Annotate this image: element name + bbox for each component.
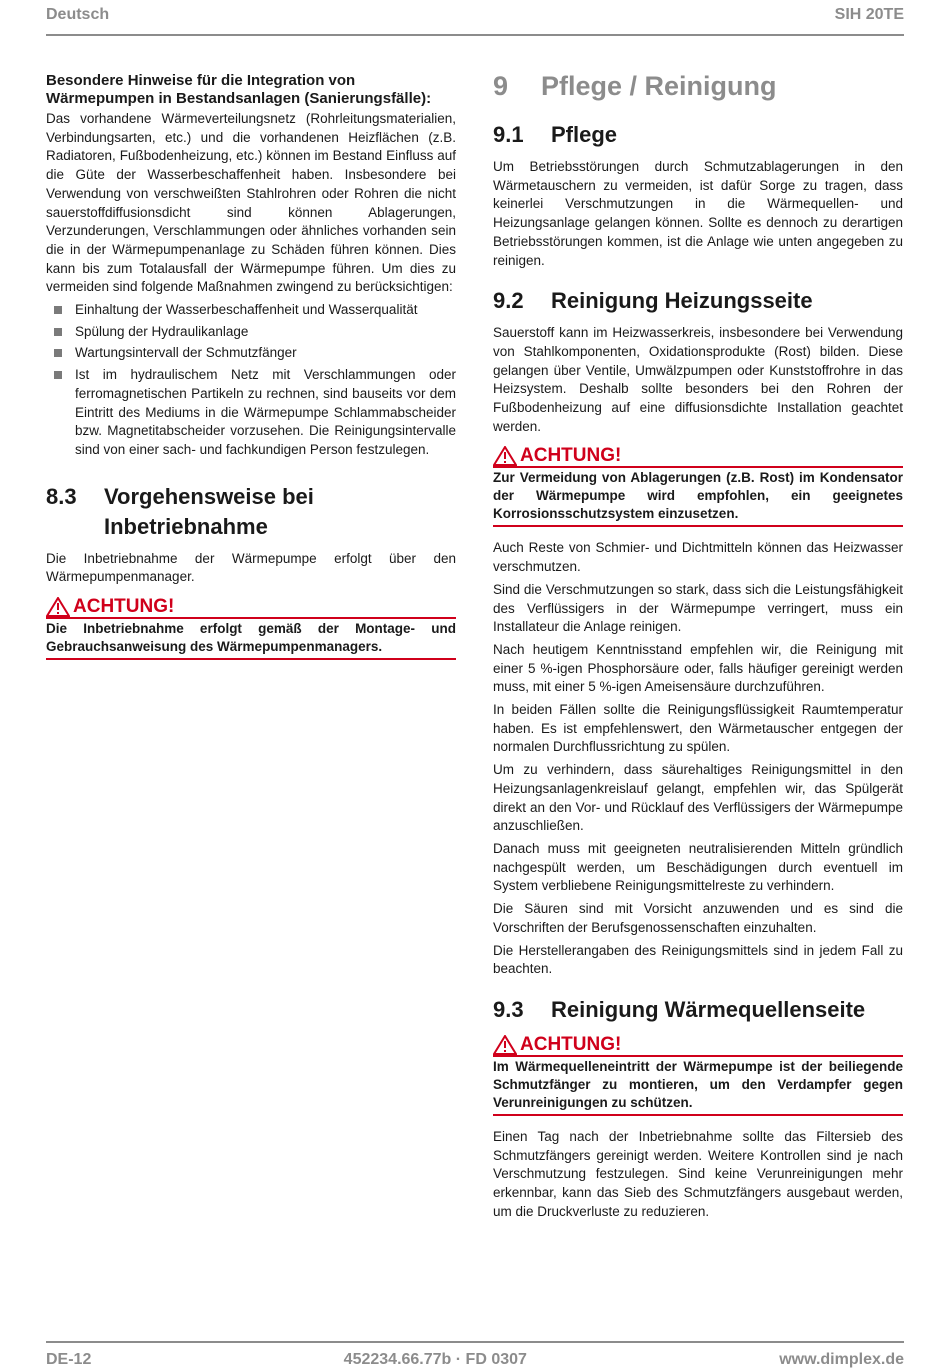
section-title: Vorgehensweise bei Inbetriebnahme — [104, 483, 314, 539]
paragraph: In beiden Fällen sollte die Reinigungsflüssigkeit Raumtemperatur haben. Es ist empfehlenswert, den Wärmetauscher entgegen der normalen Durchflussrichtung zu spülen. — [493, 702, 903, 755]
page-footer — [46, 1341, 904, 1369]
list-item-text: Ist im hydraulischem Netz mit Verschlammungen oder ferromagnetischen Partikeln zu rechnen, sind bauseits vor dem Eintritt des Mediums in die Wärmepumpe Schlammabscheider bzw. Magnetitabscheider vorzusehen. Die Reinigungsintervalle sind von einer sach- und fachkundigen Person festzulegen. — [75, 367, 456, 457]
section-9-2-heading — [493, 286, 903, 316]
list-item — [46, 366, 456, 460]
header-language: Deutsch — [46, 6, 110, 23]
paragraph: Nach heutigem Kenntnisstand empfehlen wir, die Reinigung mit einer 5 %-igen Phosphorsäure oder, falls häufiger gereinigt werden muss, mit einer 5 %-igen Ameisensäure durchzuführen. — [493, 641, 903, 695]
list-item — [46, 344, 456, 363]
section-number: 8.3 — [46, 483, 77, 509]
footer-doc-number: 452234.66.77b · FD 0307 — [343, 1351, 527, 1368]
right-column — [493, 70, 903, 1225]
paragraph: Sind die Verschmutzungen so stark, dass sich die Leistungsfähigkeit des Verflüssigers in der Wärmepumpe verringert, muss ein Installateur die Anlage reinigen. — [493, 581, 903, 635]
section-title: Pflege — [551, 122, 618, 147]
chapter-9-heading — [493, 70, 903, 102]
section-9-3-text: Einen Tag nach der Inbetriebnahme sollte das Filtersieb des Schmutzfängers gereinigt werden. Weitere Kontrollen sind je nach Verschmutzung festzulegen. Sind keine Verunreinigungen mehr erkennbar, kann das Sieb des Schmutzfängers ausgebaut werden, um die Druckverluste zu reduzieren. — [493, 1128, 903, 1219]
warning-text: Die Inbetriebnahme erfolgt gemäß der Montage- und Gebrauchsanweisung des Wärmepumpenmanagers. — [46, 619, 456, 660]
warning-text: Zur Vermeidung von Ablagerungen (z.B. Rost) im Kondensator der Wärmepumpe wird empfohlen, ein geeignetes Korrosionsschutzsystem einzusetzen. — [493, 468, 903, 527]
section-8-3-text: Die Inbetriebnahme der Wärmepumpe erfolgt über den Wärmepumpenmanager. — [46, 550, 456, 585]
paragraph: Auch Reste von Schmier- und Dichtmitteln können das Heizwasser verschmutzen. — [493, 540, 903, 575]
list-item — [46, 323, 456, 342]
section-9-3-heading — [493, 995, 903, 1025]
warning-header — [493, 1035, 903, 1057]
warning-triangle-icon — [46, 597, 70, 617]
footer-page-number: DE-12 — [46, 1351, 92, 1368]
paragraph: Um zu verhindern, dass säurehaltiges Reinigungsmittel in den Heizungsanlagenkreislauf gelangt, empfehlen wir, das Spülgerät direkt an den Vor- und Rücklauf des Verflüssigers der Wärmepumpe anzuschließen. — [493, 762, 903, 834]
list-item-text: Einhaltung der Wasserbeschaffenheit und Wasserqualität — [75, 302, 418, 318]
section-title: Reinigung Wärmequellenseite — [551, 996, 866, 1022]
section-9-1-text: Um Betriebsstörungen durch Schmutzablagerungen in den Wärmetauschern zu vermeiden, ist dafür Sorge zu tragen, dass keinerlei Verschmutzungen in die Wärmequellen- und Heizungsanlage gelangen können. Sollte es dennoch zu derartigen Betriebsstörungen kommen, ist die Anlage wie unten angegeben zu reinigen. — [493, 159, 903, 268]
warning-box — [493, 1035, 903, 1116]
section-number: 9.1 — [493, 122, 524, 147]
chapter-number: 9 — [493, 71, 509, 101]
square-bullet-icon — [54, 349, 62, 357]
square-bullet-icon — [54, 328, 62, 336]
warning-triangle-icon — [493, 1035, 517, 1055]
square-bullet-icon — [54, 306, 62, 314]
section-number: 9.2 — [493, 288, 524, 314]
warning-triangle-icon — [493, 446, 517, 466]
chapter-title: Pflege / Reinigung — [541, 71, 777, 101]
warning-header — [46, 597, 456, 619]
warning-label: ACHTUNG! — [520, 445, 622, 467]
spacer — [46, 470, 456, 482]
spacer — [493, 274, 903, 286]
warning-label: ACHTUNG! — [73, 596, 175, 618]
paragraph: Die Herstellerangaben des Reinigungsmittels sind in jedem Fall zu beachten. — [493, 942, 903, 977]
warning-header — [493, 446, 903, 468]
list-item-text: Wartungsintervall der Schmutzfänger — [75, 345, 297, 361]
spacer — [493, 983, 903, 995]
special-notes-text: Das vorhandene Wärmeverteilungsnetz (Rohrleitungsmaterialien, Verbindungsarten, etc.) und die vorhandenen Heizflächen (z.B. Radiatoren, Fußbodenheizung, etc.) können im Bestand Einfluss auf die Güte der Wasserbeschaffenheit haben. Insbesondere bei Verwendung von verschweißten Stahlrohren oder Rohren die nicht sauerstoffdiffusionsdicht sind können Ablagerungen, Verzunderungen, Verschlammungen oder ähnliches vorhanden sein die in der Wärmepumpenanlage zu Schäden führen können. Dies kann bis zum Totalausfall der Wärmepumpe führen. Um dies zu vermeiden sind folgende Maßnahmen zwingend zu berücksichtigen: — [46, 111, 456, 295]
warning-label: ACHTUNG! — [520, 1033, 622, 1055]
left-column — [46, 70, 456, 672]
section-number: 9.3 — [493, 996, 524, 1022]
section-title: Reinigung Heizungsseite — [551, 288, 813, 314]
section-9-2-text: Sauerstoff kann im Heizwasserkreis, insbesondere bei Verwendung von Stahlkomponenten, Oxidationsprodukte (Rost) bilden. Diese gelangen über Ventile, Umwälzpumpen oder Kunststoffrohre in das Heizsystem. Deshalb sollte besonders bei den Rohren der Fußbodenheizung auf eine diffusionsdichte Installation geachtet werden. — [493, 325, 903, 434]
section-9-1-heading — [493, 120, 903, 150]
page-header — [46, 6, 904, 36]
warning-box — [46, 597, 456, 660]
warning-box — [493, 446, 903, 527]
list-item — [46, 301, 456, 320]
warning-text: Im Wärmequelleneintritt der Wärmepumpe ist der beiliegende Schmutzfänger zu montieren, um den Verdampfer gegen Verunreinigungen zu schützen. — [493, 1057, 903, 1116]
square-bullet-icon — [54, 371, 62, 379]
paragraph: Die Säuren sind mit Vorsicht anzuwenden und es sind die Vorschriften der Berufsgenossenschaften einzuhalten. — [493, 901, 903, 935]
header-model: SIH 20TE — [834, 6, 904, 23]
special-notes-heading: Besondere Hinweise für die Integration von Wärmepumpen in Bestandsanlagen (Sanierungsfälle): — [46, 72, 432, 107]
list-item-text: Spülung der Hydraulikanlage — [75, 323, 249, 339]
footer-website-link[interactable]: www.dimplex.de — [779, 1351, 904, 1368]
measures-list — [46, 301, 456, 460]
section-8-3-heading — [46, 482, 456, 542]
paragraph: Danach muss mit geeigneten neutralisierenden Mitteln gründlich nachgespült werden, um Beschädigungen durch eventuell im System verbliebene Reinigungsmittelreste zu verhindern. — [493, 840, 903, 894]
